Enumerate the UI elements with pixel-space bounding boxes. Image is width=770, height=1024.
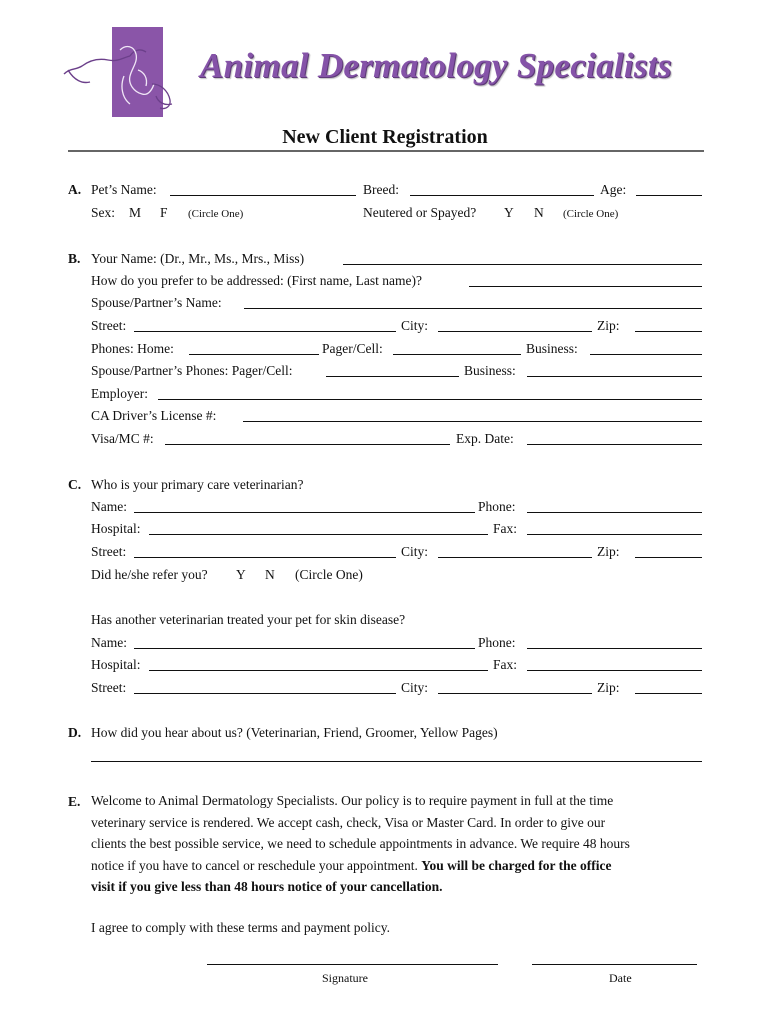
circle-one-note-2: (Circle One): [563, 208, 619, 220]
business-phone-field[interactable]: [590, 354, 702, 355]
sex-option-f[interactable]: F: [160, 205, 168, 220]
signature-field[interactable]: [207, 964, 498, 965]
breed-label: Breed:: [363, 182, 399, 197]
other-vet-zip-label: Zip:: [597, 680, 620, 695]
spouse-name-field[interactable]: [244, 308, 702, 309]
brand-name: Animal Dermatology Specialists: [200, 46, 672, 85]
refer-question: Did he/she refer you?: [91, 567, 208, 582]
section-b-letter: B.: [68, 251, 81, 266]
age-field[interactable]: [636, 195, 702, 196]
policy-line-4-normal: notice if you have to cancel or reschedule your appointment.: [91, 857, 422, 873]
primary-vet-question: Who is your primary care veterinarian?: [91, 477, 304, 492]
vet-hospital-label: Hospital:: [91, 521, 141, 536]
pet-name-label: Pet’s Name:: [91, 182, 157, 197]
vet-phone-field[interactable]: [527, 512, 702, 513]
title-divider: [68, 150, 704, 152]
vet-zip-field[interactable]: [635, 557, 702, 558]
other-vet-phone-label: Phone:: [478, 635, 516, 650]
employer-label: Employer:: [91, 386, 148, 401]
signature-label: Signature: [322, 971, 368, 985]
date-field[interactable]: [532, 964, 697, 965]
other-vet-hospital-field[interactable]: [149, 670, 488, 671]
other-vet-fax-field[interactable]: [527, 670, 702, 671]
zip-label: Zip:: [597, 318, 620, 333]
other-vet-fax-label: Fax:: [493, 657, 518, 672]
exp-date-field[interactable]: [527, 444, 702, 445]
business-phone-label: Business:: [526, 341, 578, 356]
visa-label: Visa/MC #:: [91, 431, 154, 446]
spouse-pager-field[interactable]: [326, 376, 459, 377]
vet-fax-label: Fax:: [493, 521, 518, 536]
vet-street-label: Street:: [91, 544, 127, 559]
street-field[interactable]: [134, 331, 396, 332]
vet-phone-label: Phone:: [478, 499, 516, 514]
other-vet-hospital-label: Hospital:: [91, 657, 141, 672]
vet-name-field[interactable]: [134, 512, 475, 513]
agree-statement: I agree to comply with these terms and payment policy.: [91, 920, 391, 935]
section-a-letter: A.: [68, 182, 82, 197]
other-vet-city-label: City:: [401, 680, 429, 695]
pet-name-field[interactable]: [170, 195, 356, 196]
section-e-letter: E.: [68, 794, 81, 809]
spouse-phones-label: Spouse/Partner’s Phones: Pager/Cell:: [91, 363, 293, 378]
other-vet-street-field[interactable]: [134, 693, 396, 694]
other-vet-zip-field[interactable]: [635, 693, 702, 694]
policy-line-1: Welcome to Animal Dermatology Specialists. Our policy is to require payment in full at the time: [91, 793, 614, 808]
spouse-name-label: Spouse/Partner’s Name:: [91, 295, 222, 310]
other-vet-street-label: Street:: [91, 680, 127, 695]
policy-line-4-bold: You will be charged for the office: [421, 857, 612, 873]
city-field[interactable]: [438, 331, 592, 332]
zip-field[interactable]: [635, 331, 702, 332]
hear-about-question: How did you hear about us? (Veterinarian, Friend, Groomer, Yellow Pages): [91, 725, 498, 740]
spouse-business-label: Business:: [464, 363, 516, 378]
refer-option-y[interactable]: Y: [236, 567, 246, 582]
vet-zip-label: Zip:: [597, 544, 620, 559]
neutered-label: Neutered or Spayed?: [363, 205, 477, 220]
street-label: Street:: [91, 318, 127, 333]
date-label: Date: [609, 971, 632, 985]
pager-cell-field[interactable]: [393, 354, 521, 355]
other-vet-question: Has another veterinarian treated your pet for skin disease?: [91, 612, 406, 627]
policy-paragraph: [91, 790, 711, 898]
section-d-letter: D.: [68, 725, 82, 740]
other-vet-name-label: Name:: [91, 635, 127, 650]
addressed-field[interactable]: [469, 286, 702, 287]
employer-field[interactable]: [158, 399, 702, 400]
city-label: City:: [401, 318, 429, 333]
your-name-label: Your Name: (Dr., Mr., Ms., Mrs., Miss): [91, 251, 305, 266]
sex-option-m[interactable]: M: [129, 205, 142, 220]
addressed-label: How do you prefer to be addressed: (First name, Last name)?: [91, 273, 423, 288]
license-label: CA Driver’s License #:: [91, 408, 217, 423]
hear-about-field[interactable]: [91, 761, 702, 762]
section-c-letter: C.: [68, 477, 82, 492]
other-vet-phone-field[interactable]: [527, 648, 702, 649]
neutered-option-n[interactable]: N: [534, 205, 544, 220]
breed-field[interactable]: [410, 195, 594, 196]
neutered-option-y[interactable]: Y: [504, 205, 514, 220]
vet-city-label: City:: [401, 544, 429, 559]
refer-option-n[interactable]: N: [265, 567, 275, 582]
your-name-field[interactable]: [343, 264, 702, 265]
other-vet-city-field[interactable]: [438, 693, 592, 694]
vet-hospital-field[interactable]: [149, 534, 488, 535]
pager-cell-label: Pager/Cell:: [322, 341, 383, 356]
spouse-business-field[interactable]: [527, 376, 702, 377]
visa-field[interactable]: [165, 444, 450, 445]
vet-fax-field[interactable]: [527, 534, 702, 535]
refer-circle-one: (Circle One): [295, 567, 363, 582]
pet-silhouette-icon: [60, 40, 180, 115]
home-phone-field[interactable]: [189, 354, 319, 355]
other-vet-name-field[interactable]: [134, 648, 475, 649]
policy-line-5: visit if you give less than 48 hours notice of your cancellation.: [91, 879, 443, 894]
license-field[interactable]: [243, 421, 702, 422]
vet-name-label: Name:: [91, 499, 127, 514]
policy-line-4: [91, 855, 711, 877]
policy-line-2: veterinary service is rendered. We accept cash, check, Visa or Master Card. In order to give our: [91, 814, 606, 830]
exp-date-label: Exp. Date:: [456, 431, 514, 446]
vet-street-field[interactable]: [134, 557, 396, 558]
age-label: Age:: [600, 182, 627, 197]
page-title: New Client Registration: [282, 126, 488, 148]
home-phone-label: Phones: Home:: [91, 341, 174, 356]
vet-city-field[interactable]: [438, 557, 592, 558]
sex-label: Sex:: [91, 205, 116, 220]
circle-one-note: (Circle One): [188, 208, 244, 220]
policy-line-3: clients the best possible service, we need to schedule appointments in advance. We require 48 hours: [91, 836, 630, 851]
